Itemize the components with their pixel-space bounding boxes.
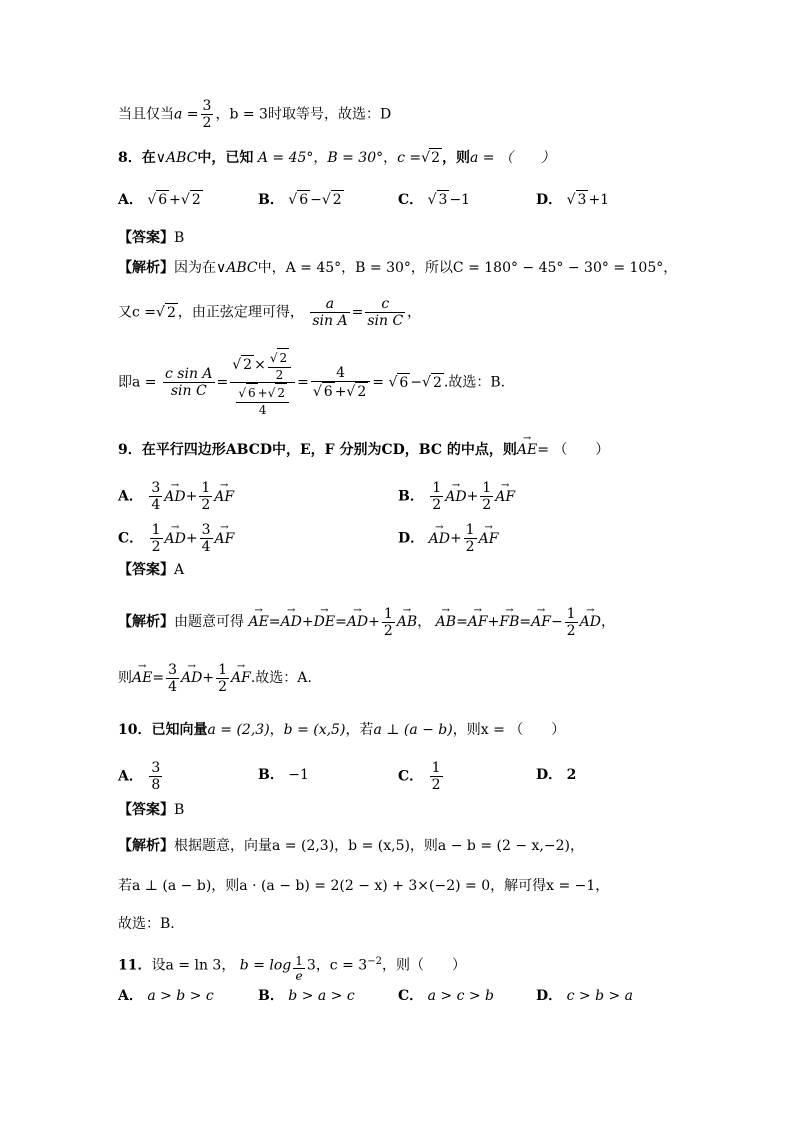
coef: [199, 480, 212, 513]
answer-value: A: [174, 562, 185, 578]
q8-triangle: ∨ABC: [155, 150, 198, 166]
inner-num: √ 2: [268, 348, 291, 368]
q8-an-1c: 中，A = 45°，B = 30°，所以C = 180° − 45° − 30° = 105°，: [257, 260, 678, 276]
frac-den: sin A: [312, 313, 348, 329]
option-label: D．: [536, 767, 563, 783]
q10-analysis-1: [118, 836, 584, 856]
q8-stem-b: 中，已知: [197, 150, 254, 166]
option-text: c > b > a: [566, 988, 634, 1004]
coef-den: 2: [383, 622, 393, 639]
vec: → AF: [215, 529, 235, 549]
q8-stem-c: ，则: [442, 150, 470, 166]
q11-option-a: [118, 986, 214, 1006]
frac-num: a: [310, 296, 349, 313]
answer-label: 【答案】: [118, 562, 174, 578]
op: +: [185, 488, 198, 505]
q9-vec-ae: → AE: [517, 440, 537, 460]
option-label: D．: [536, 988, 563, 1004]
option-rad: 3: [577, 192, 587, 208]
q9-ask-tail: = （ ）: [537, 442, 610, 458]
coef-num: 1: [383, 605, 393, 622]
q9-stem: [118, 440, 609, 460]
q11-option-b: [258, 986, 355, 1006]
q10-an-3: 故选：B.: [118, 916, 175, 932]
q7-mid: ，b = 3时取等号，故选：D: [215, 106, 392, 123]
coef-num: 3: [168, 661, 177, 678]
q9-an-1b: ，: [417, 614, 432, 630]
q11-stem-a: 设a = ln 3，: [151, 957, 236, 974]
rad: 6: [323, 383, 333, 400]
q9-answer: [118, 560, 184, 580]
q8-option-a: A． √ 6 +√ 2: [118, 192, 201, 208]
q10-option-a: [118, 760, 164, 793]
coef-den: 4: [201, 539, 211, 555]
q8-angle-b: B = 30°: [327, 150, 384, 166]
coef: [464, 522, 477, 555]
vec: → AF: [214, 487, 234, 507]
option-text: a > c > b: [427, 988, 495, 1004]
q7-frac-den: 2: [202, 115, 212, 131]
q10-option-c: [398, 760, 445, 793]
coef: [149, 480, 162, 513]
vec: → AF: [531, 604, 551, 640]
q8-option-b: B． √ 6 −√ 2: [258, 192, 342, 208]
coef-num: 1: [201, 480, 211, 496]
q10-a-vec: a = (2,3): [207, 722, 270, 738]
option-label: D．: [536, 192, 563, 208]
option-text: 2: [566, 767, 577, 783]
q11-log-base: [293, 954, 305, 983]
q11-c-exp: −2: [367, 956, 382, 967]
vec: → AF: [495, 487, 515, 507]
rad: 2: [243, 357, 253, 373]
q10-option-b: [258, 760, 309, 790]
frac-den: sin C: [170, 383, 207, 399]
analysis-label: 【解析】: [118, 260, 174, 276]
q9-option-b: [398, 480, 515, 513]
option-label: B．: [258, 767, 284, 783]
q8-ask: a = （ ）: [470, 150, 555, 166]
coef-num: 1: [465, 522, 475, 538]
q11-option-c: [398, 986, 494, 1006]
eq-sign: =: [351, 304, 364, 321]
q8-analysis-1: [118, 258, 677, 278]
q10-an-2: 若a ⊥ (a − b)，则a · (a − b) = 2(2 − x) + 3×(−2) = 0，解可得x = −1，: [118, 878, 610, 894]
option-frac: [149, 760, 162, 793]
q8-an-2c: ，由正弦定理可得，: [177, 304, 304, 321]
q8-an-2a: 又c =: [118, 304, 157, 321]
coef-den: 2: [482, 497, 492, 513]
frac-den: 8: [151, 777, 161, 793]
den-frac: [236, 383, 289, 417]
q8-angle-a: A = 45°: [257, 150, 314, 166]
frac-den: [230, 383, 295, 417]
q9-option-c: [118, 522, 234, 555]
coef-den: 2: [151, 539, 161, 555]
q8-number: 8．: [118, 150, 142, 166]
coef: [166, 662, 179, 695]
option-label: B．: [398, 488, 424, 505]
q9-an-2a: 则: [118, 670, 132, 686]
answer-label: 【答案】: [118, 802, 174, 818]
answer-value: B: [174, 230, 185, 246]
q10-an-1: 根据题意，向量a = (2,3)，b = (x,5)，则a − b = (2 − x,−2)，: [174, 838, 584, 854]
q9-analysis-1: 【解析】由题意可得 → AE=→ AD+→ DE=→ AD+ $\frac{1}{2}$ → AB， → AB=→ AF+→ FB=→ AF− $\frac{1}{2}$ → AD，: [118, 604, 615, 640]
rad: 2: [357, 383, 367, 400]
q9-analysis-2: 则→ AE= $\frac{3}{4}$ → AD+ $\frac{1}{2}$ → AF.故选：A.: [118, 660, 312, 696]
vec: → AF: [231, 660, 251, 696]
q8-stem: 8．在∨ABC中，已知 A = 45°，B = 30°，c =√2 ，则a = （ ）: [118, 150, 555, 166]
q8-frac-c-sinc: [365, 296, 405, 329]
coef-num: 1: [218, 661, 227, 678]
frac-num: √ 2 × $\frac{√ 2}{2}$: [230, 348, 295, 383]
q10-analysis-3: [118, 914, 175, 934]
q8-option-d: D． √ 3 +1: [536, 192, 610, 208]
frac-num: 1: [431, 760, 441, 776]
answer-value: B: [174, 802, 185, 818]
q8-answer: [118, 228, 184, 248]
frac-num: c: [365, 296, 405, 313]
coef: [150, 522, 163, 555]
coef-num: 3: [201, 522, 211, 538]
coef-den: 2: [465, 539, 475, 555]
rad: 2: [275, 383, 287, 402]
vec: → DE: [314, 604, 335, 640]
coef-den: 4: [168, 678, 177, 695]
q7-frac-num: 3: [202, 98, 212, 114]
q10-answer: [118, 800, 184, 820]
option-text: a > b > c: [147, 988, 214, 1004]
base-den: e: [295, 968, 303, 983]
coef: [430, 480, 443, 513]
option-op: +1: [588, 192, 610, 208]
coef: [200, 522, 213, 555]
option-text: −1: [288, 767, 309, 783]
q7-tail-line: [118, 98, 391, 131]
frac-den: 2: [431, 777, 441, 793]
q8-c-eq: c =: [397, 150, 422, 166]
option-label: A．: [118, 768, 143, 785]
coef-num: 1: [566, 605, 576, 622]
option-rad: 2: [191, 192, 201, 208]
frac-num: 4: [311, 365, 370, 382]
op: +: [466, 488, 479, 505]
q11-stem-c: ，则（ ）: [381, 957, 466, 974]
option-label: A．: [118, 192, 143, 208]
option-rad: 2: [332, 192, 342, 208]
option-label: B．: [258, 988, 284, 1004]
option-rad: 3: [438, 192, 448, 208]
vec: → AD: [181, 660, 202, 696]
op: +: [449, 530, 462, 547]
option-label: B．: [258, 192, 284, 208]
frac-den: √ 6 +√ 2: [312, 383, 367, 400]
vec: → FB: [499, 604, 519, 640]
q9-an-2b: .故选：A.: [250, 670, 312, 686]
q11-log-arg: 3: [306, 957, 316, 974]
option-op: −: [310, 192, 322, 208]
coef-den: 2: [566, 622, 576, 639]
option-label: A．: [118, 488, 143, 505]
frac-num: 3: [151, 760, 161, 776]
vec: → AD: [580, 604, 601, 640]
option-label: A．: [118, 988, 143, 1004]
q8-frac-4: [311, 365, 370, 401]
vec: → AD: [164, 487, 185, 507]
q9-stem-text: 在平行四边形ABCD中，E，F 分别为CD，BC 的中点，则: [141, 442, 517, 458]
q8-an-1b: ∨ABC: [216, 260, 258, 276]
q8-frac-a-sina: [310, 296, 349, 329]
den-num: √ 6 +√ 2: [236, 383, 289, 403]
q11-b-eq: b = log: [239, 957, 292, 974]
comma: ，: [407, 304, 422, 321]
q7-frac: [201, 98, 214, 131]
vec: → AD: [347, 604, 368, 640]
q8-an-1a: 因为在: [174, 260, 216, 276]
q7-a-eq: a =: [174, 106, 199, 123]
option-label: C．: [118, 530, 144, 547]
base-num: 1: [295, 953, 303, 968]
q10-number: 10．: [118, 722, 152, 738]
coef-den: 2: [218, 678, 227, 695]
vec: → AD: [281, 604, 302, 640]
q10-stem-a: 已知向量: [151, 722, 208, 738]
q9-option-a: [118, 480, 234, 513]
q8-frac-big: [230, 348, 295, 417]
rad: 2: [432, 374, 442, 391]
vec: → AF: [479, 529, 499, 549]
den-den: 4: [258, 403, 267, 417]
coef-num: 1: [432, 480, 442, 496]
coef: [480, 480, 493, 513]
answer-label: 【答案】: [118, 230, 174, 246]
coef-num: 3: [151, 480, 161, 496]
vec: → AD: [165, 529, 186, 549]
q10-stem-b: ，若: [345, 722, 374, 738]
rad: 6: [399, 374, 409, 391]
vec: → AB: [436, 604, 456, 640]
option-label: C．: [398, 192, 424, 208]
inner-den: 2: [275, 368, 284, 382]
coef-den: 4: [151, 497, 161, 513]
q10-stem-c: ，则x = （ ）: [452, 722, 566, 738]
q8-c-rad: 2: [431, 150, 440, 166]
q11-option-d: [536, 986, 633, 1006]
q9-an-1a: 由题意可得: [174, 614, 244, 630]
analysis-label: 【解析】: [118, 838, 174, 854]
q7-prefix: 当且仅当: [118, 106, 174, 123]
coef-num: 1: [482, 480, 492, 496]
vec: → AF: [468, 604, 488, 640]
q10-analysis-2: [118, 876, 609, 896]
q8-analysis-3: 即a = $\frac{\text{c sin A}}{\text{sin C}}$ = √ 2 × $\frac{√ 2}{2}$ $\frac{√ 6 +√ 2}{4}$ = $\frac{4}{√ 6 +√ 2}$ = √ 6 −√ 2 .故选：B.: [118, 348, 505, 417]
option-op: +: [169, 192, 181, 208]
vec: → AD: [429, 529, 450, 549]
times: ×: [254, 357, 266, 373]
frac-num: c sin A: [164, 366, 213, 382]
q10-option-d: [536, 760, 576, 790]
option-label: D．: [398, 530, 425, 547]
q8-analysis-2: 又c =√ 2 ，由正弦定理可得， $\frac{a}{\text{sin A}}$ = $\frac{c}{\text{sin C}}$ ，: [118, 296, 422, 329]
coef-den: 2: [201, 497, 211, 513]
q10-perp: a ⊥ (a − b): [373, 722, 453, 738]
q8-frac-csina: [163, 366, 215, 399]
q10-b-vec: b = (x,5): [283, 722, 346, 738]
option-label: C．: [398, 768, 424, 785]
coef-num: 1: [151, 522, 161, 538]
q8-c-rad-sign: √: [421, 150, 431, 166]
coef: [216, 662, 229, 695]
vec: → AD: [445, 487, 466, 507]
option-rad: 6: [158, 192, 168, 208]
op: +: [185, 530, 198, 547]
q8-an-3b: .故选：B.: [443, 374, 506, 391]
q9-option-d: [398, 522, 498, 555]
option-label: C．: [398, 988, 424, 1004]
vec: → AE: [132, 660, 152, 696]
option-text: b > a > c: [288, 988, 355, 1004]
q8-an-2b: 2: [166, 304, 176, 321]
q8-an-3a: 即a =: [118, 374, 157, 391]
coef-den: 2: [432, 497, 442, 513]
option-frac: [430, 760, 443, 793]
vec: → AE: [248, 604, 268, 640]
coef: [565, 606, 578, 639]
q8-stem-a: 在: [141, 150, 156, 166]
frac-den: sin C: [367, 313, 404, 329]
q11-number: 11．: [118, 957, 152, 974]
q10-stem: 10．已知向量a = (2,3)，b = (x,5)，若a ⊥ (a − b)，则x = （ ）: [118, 722, 566, 738]
analysis-label: 【解析】: [118, 614, 174, 630]
option-op: −1: [449, 192, 471, 208]
rad: 6: [246, 383, 258, 402]
q9-number: 9．: [118, 442, 142, 458]
option-rad: 6: [299, 192, 309, 208]
vec: → AB: [397, 604, 417, 640]
inner-frac: [268, 348, 291, 382]
q11-stem-b: ，c = 3: [315, 957, 368, 974]
rad: 2: [277, 348, 289, 367]
coef: [382, 606, 395, 639]
q8-option-c: C． √ 3 −1: [398, 192, 471, 208]
q11-stem: [118, 948, 466, 983]
